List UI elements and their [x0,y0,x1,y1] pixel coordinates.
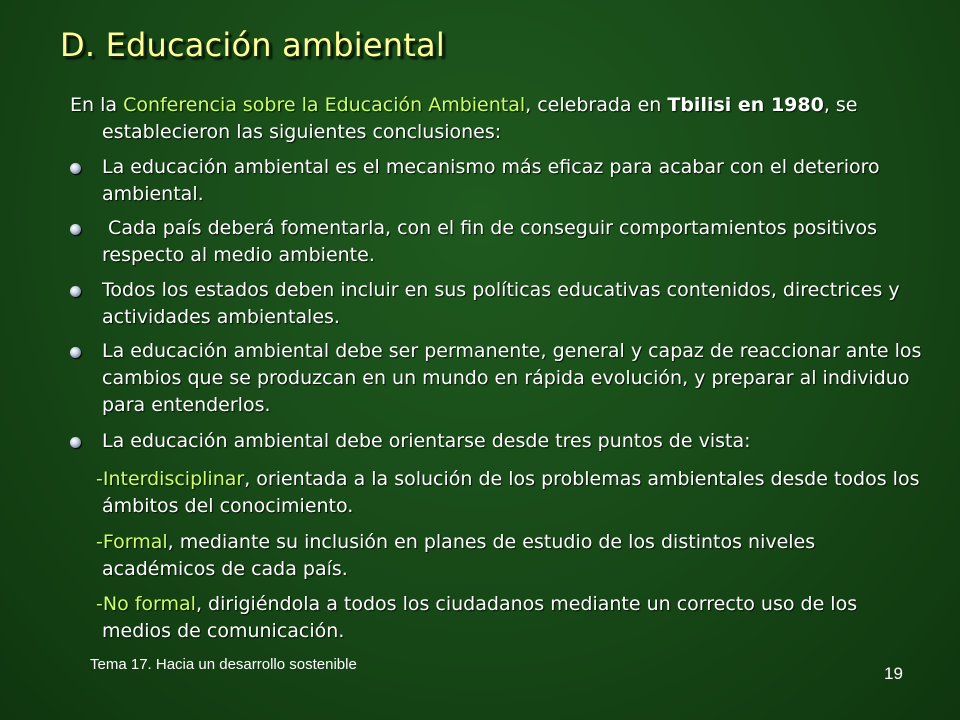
subpoint-text: , mediante su inclusión en planes de estudio de los distintos niveles académicos de cada país. [102,531,816,580]
bullet-item [70,277,942,331]
intro-paragraph [70,92,952,146]
bullet-icon [70,347,81,358]
subpoint-lead: -Interdisciplinar [96,468,245,490]
subpoint-item [96,591,922,645]
bullet-item [70,338,942,419]
bullet-item [70,428,942,455]
subpoint-lead: -No formal [96,593,196,615]
bullet-item [70,154,942,208]
bullet-icon [70,286,81,297]
bullet-text: La educación ambiental debe orientarse desde tres puntos de vista: [102,430,751,452]
page-number: 19 [884,664,903,683]
subpoint-item [96,529,922,583]
conference-name: Conferencia sobre la Educación Ambiental [123,94,526,116]
bullet-icon [70,224,81,235]
slide-title: D. Educación ambiental [60,26,445,64]
subpoint-text: , dirigiéndola a todos los ciudadanos mediante un correcto uso de los medios de comunicación. [102,593,858,642]
bullet-text: La educación ambiental es el mecanismo más eficaz para acabar con el deterioro ambiental. [102,156,880,205]
bullet-text: Todos los estados deben incluir en sus políticas educativas contenidos, directrices y actividades ambientales. [102,279,900,328]
bullet-text: La educación ambiental debe ser permanente, general y capaz de reaccionar ante los cambios que se produzcan en un mundo en rápida evolución, y preparar al individuo para entenderlos. [102,340,922,416]
subpoint-text: , orientada a la solución de los problemas ambientales desde todos los ámbitos del conocimiento. [102,468,920,517]
intro-text: , se establecieron las siguientes conclusiones: [102,94,858,143]
intro-text: , celebrada en [525,94,668,116]
bullet-text: Cada país deberá fomentarla, con el fin de conseguir comportamientos positivos respecto al medio ambiente. [102,217,884,266]
bullet-item [70,215,942,269]
bullet-icon [70,163,81,174]
intro-text: En la [70,94,124,116]
subpoint-lead: -Formal [96,531,168,553]
footer-text: Tema 17. Hacia un desarrollo sostenible [90,656,357,673]
tbilisi-date: Tbilisi en 1980 [667,94,824,116]
bullet-icon [70,437,81,448]
subpoint-item [96,466,922,520]
